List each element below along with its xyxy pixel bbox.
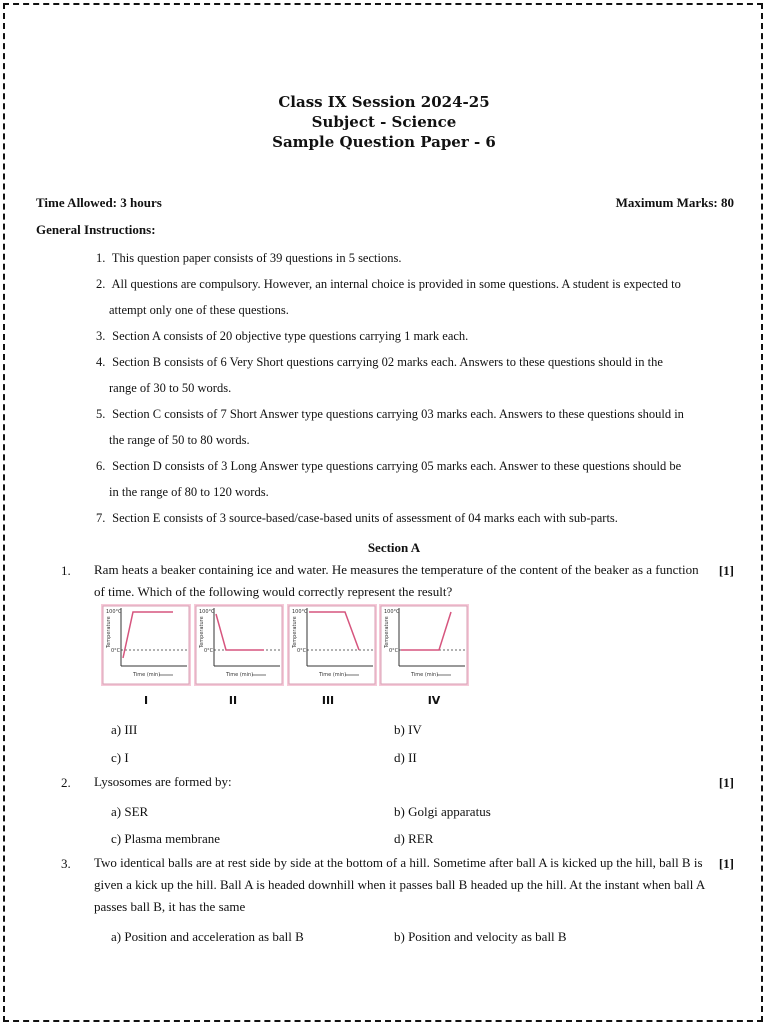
graph-label: III [321, 694, 335, 707]
instruction-item: 2. All questions are compulsory. However, an internal choice is provided in some questions. A student is expected to [96, 277, 681, 291]
svg-text:Time (min): Time (min) [411, 672, 439, 678]
graph-label: I [143, 694, 149, 707]
general-instructions-heading: General Instructions: [36, 222, 156, 237]
instruction-continuation: range of 30 to 50 words. [109, 381, 232, 395]
option-a[interactable]: a) Position and acceleration as ball B [111, 929, 304, 944]
temperature-graph-1 [101, 604, 191, 686]
question-number: 3. [61, 856, 71, 871]
option-b[interactable]: b) Golgi apparatus [394, 804, 491, 819]
graph-label: IV [427, 694, 441, 707]
instruction-continuation: in the range of 80 to 120 words. [109, 485, 269, 499]
temperature-graph-3 [287, 604, 377, 686]
time-allowed: Time Allowed: 3 hours [36, 195, 162, 210]
question-marks: [1] [718, 775, 734, 790]
svg-text:Temperature: Temperature [106, 616, 112, 648]
question-number: 2. [61, 775, 71, 790]
question-text: Ram heats a beaker containing ice and water. He measures the temperature of the content of the beaker as a function of time. Which of the following would correctly represent the result? [94, 562, 699, 599]
instruction-item: 7. Section E consists of 3 source-based/case-based units of assessment of 04 marks each with sub-parts. [96, 511, 618, 525]
option-b[interactable]: b) Position and velocity as ball B [394, 929, 567, 944]
class-title: Class IX Session 2024-25 [278, 93, 490, 111]
instruction-item: 5. Section C consists of 7 Short Answer type questions carrying 03 marks each. Answers to these questions should in [96, 407, 684, 421]
instruction-item: 4. Section B consists of 6 Very Short questions carrying 02 marks each. Answers to these questions should in the [96, 355, 663, 369]
svg-text:Temperature: Temperature [292, 616, 298, 648]
instruction-item: 1. This question paper consists of 39 questions in 5 sections. [96, 251, 402, 265]
svg-text:100°C: 100°C [106, 609, 122, 615]
svg-text:100°C: 100°C [384, 609, 400, 615]
option-c[interactable]: c) I [111, 750, 129, 765]
question-marks: [1] [718, 563, 734, 578]
svg-text:Temperature: Temperature [199, 616, 205, 648]
paper-title: Sample Question Paper - 6 [272, 133, 496, 151]
temperature-graph-4 [379, 604, 469, 686]
svg-text:Temperature: Temperature [384, 616, 390, 648]
question-text: Lysosomes are formed by: [94, 774, 232, 789]
svg-text:100°C: 100°C [199, 609, 215, 615]
question-marks: [1] [718, 856, 734, 871]
instructions-list [96, 245, 734, 531]
svg-text:0°C: 0°C [111, 648, 121, 654]
option-a[interactable]: a) III [111, 722, 138, 737]
option-d[interactable]: d) II [394, 750, 417, 765]
option-d[interactable]: d) RER [394, 831, 434, 846]
svg-text:Time (min): Time (min) [133, 672, 161, 678]
question-number: 1. [61, 563, 71, 578]
instruction-item: 3. Section A consists of 20 objective type questions carrying 1 mark each. [96, 329, 469, 343]
svg-text:0°C: 0°C [389, 648, 399, 654]
instruction-continuation: the range of 50 to 80 words. [109, 433, 250, 447]
maximum-marks: Maximum Marks: 80 [615, 195, 734, 210]
option-b[interactable]: b) IV [394, 722, 422, 737]
question-text: Two identical balls are at rest side by side at the bottom of a hill. Sometime after ball A is kicked up the hill, ball B is given a kick up the hill. Ball A is headed downhill when it passes ball B headed up the hill. At the instant when ball A passes ball B, it has the same [94, 855, 705, 914]
section-a-heading: Section A [367, 540, 421, 555]
graph-label: II [228, 694, 238, 707]
instruction-item: 6. Section D consists of 3 Long Answer type questions carrying 05 marks each. Answer to these questions should be [96, 459, 682, 473]
svg-text:100°C: 100°C [292, 609, 308, 615]
svg-text:0°C: 0°C [204, 648, 214, 654]
option-a[interactable]: a) SER [111, 804, 149, 819]
instruction-continuation: attempt only one of these questions. [109, 303, 289, 317]
svg-text:Time (min): Time (min) [319, 672, 347, 678]
svg-text:Time (min): Time (min) [226, 672, 254, 678]
subject-title: Subject - Science [311, 113, 457, 131]
option-c[interactable]: c) Plasma membrane [111, 831, 221, 846]
svg-text:0°C: 0°C [297, 648, 307, 654]
temperature-graph-2 [194, 604, 284, 686]
